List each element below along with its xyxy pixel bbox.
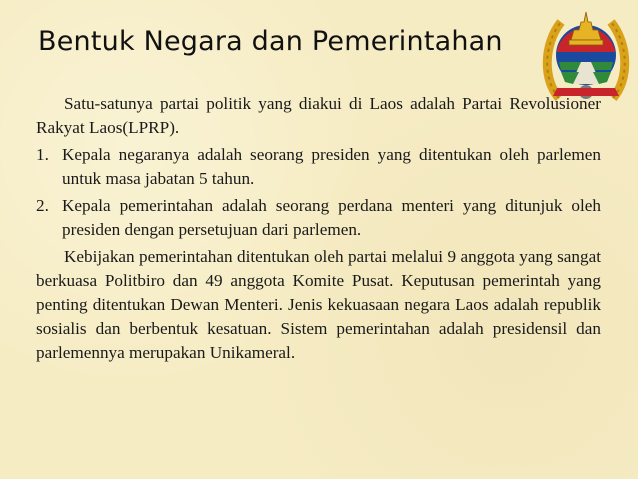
list-item-number: 2. — [36, 196, 49, 215]
slide-title: Bentuk Negara dan Pemerintahan — [38, 26, 503, 57]
laos-emblem-icon — [541, 0, 631, 106]
intro-paragraph: Satu-satunya partai politik yang diakui di Laos adalah Partai Revolusioner Rakyat Laos(LPRP). — [36, 94, 601, 137]
list-item-number: 1. — [36, 145, 49, 164]
closing-paragraph: Kebijakan pemerintahan ditentukan oleh partai melalui 9 anggota yang sangat berkuasa Politbiro dan 49 anggota Komite Pusat. Keputusan pemerintah yang penting ditentukan Dewan Menteri. Jenis kekuasaan negara Laos adalah republik sosialis dan berbentuk kesatuan. Sistem pemerintahan adalah presidensil dan parlemennya merupakan Unikameral. — [36, 247, 601, 362]
list-item — [36, 194, 601, 242]
list-item — [36, 143, 601, 191]
list-item-text: Kepala negaranya adalah seorang presiden yang ditentukan oleh parlemen untuk masa jabatan 5 tahun. — [62, 145, 601, 188]
list-item-text: Kepala pemerintahan adalah seorang perdana menteri yang ditunjuk oleh presiden dengan persetujuan dari parlemen. — [62, 196, 601, 239]
slide-body — [36, 92, 601, 368]
